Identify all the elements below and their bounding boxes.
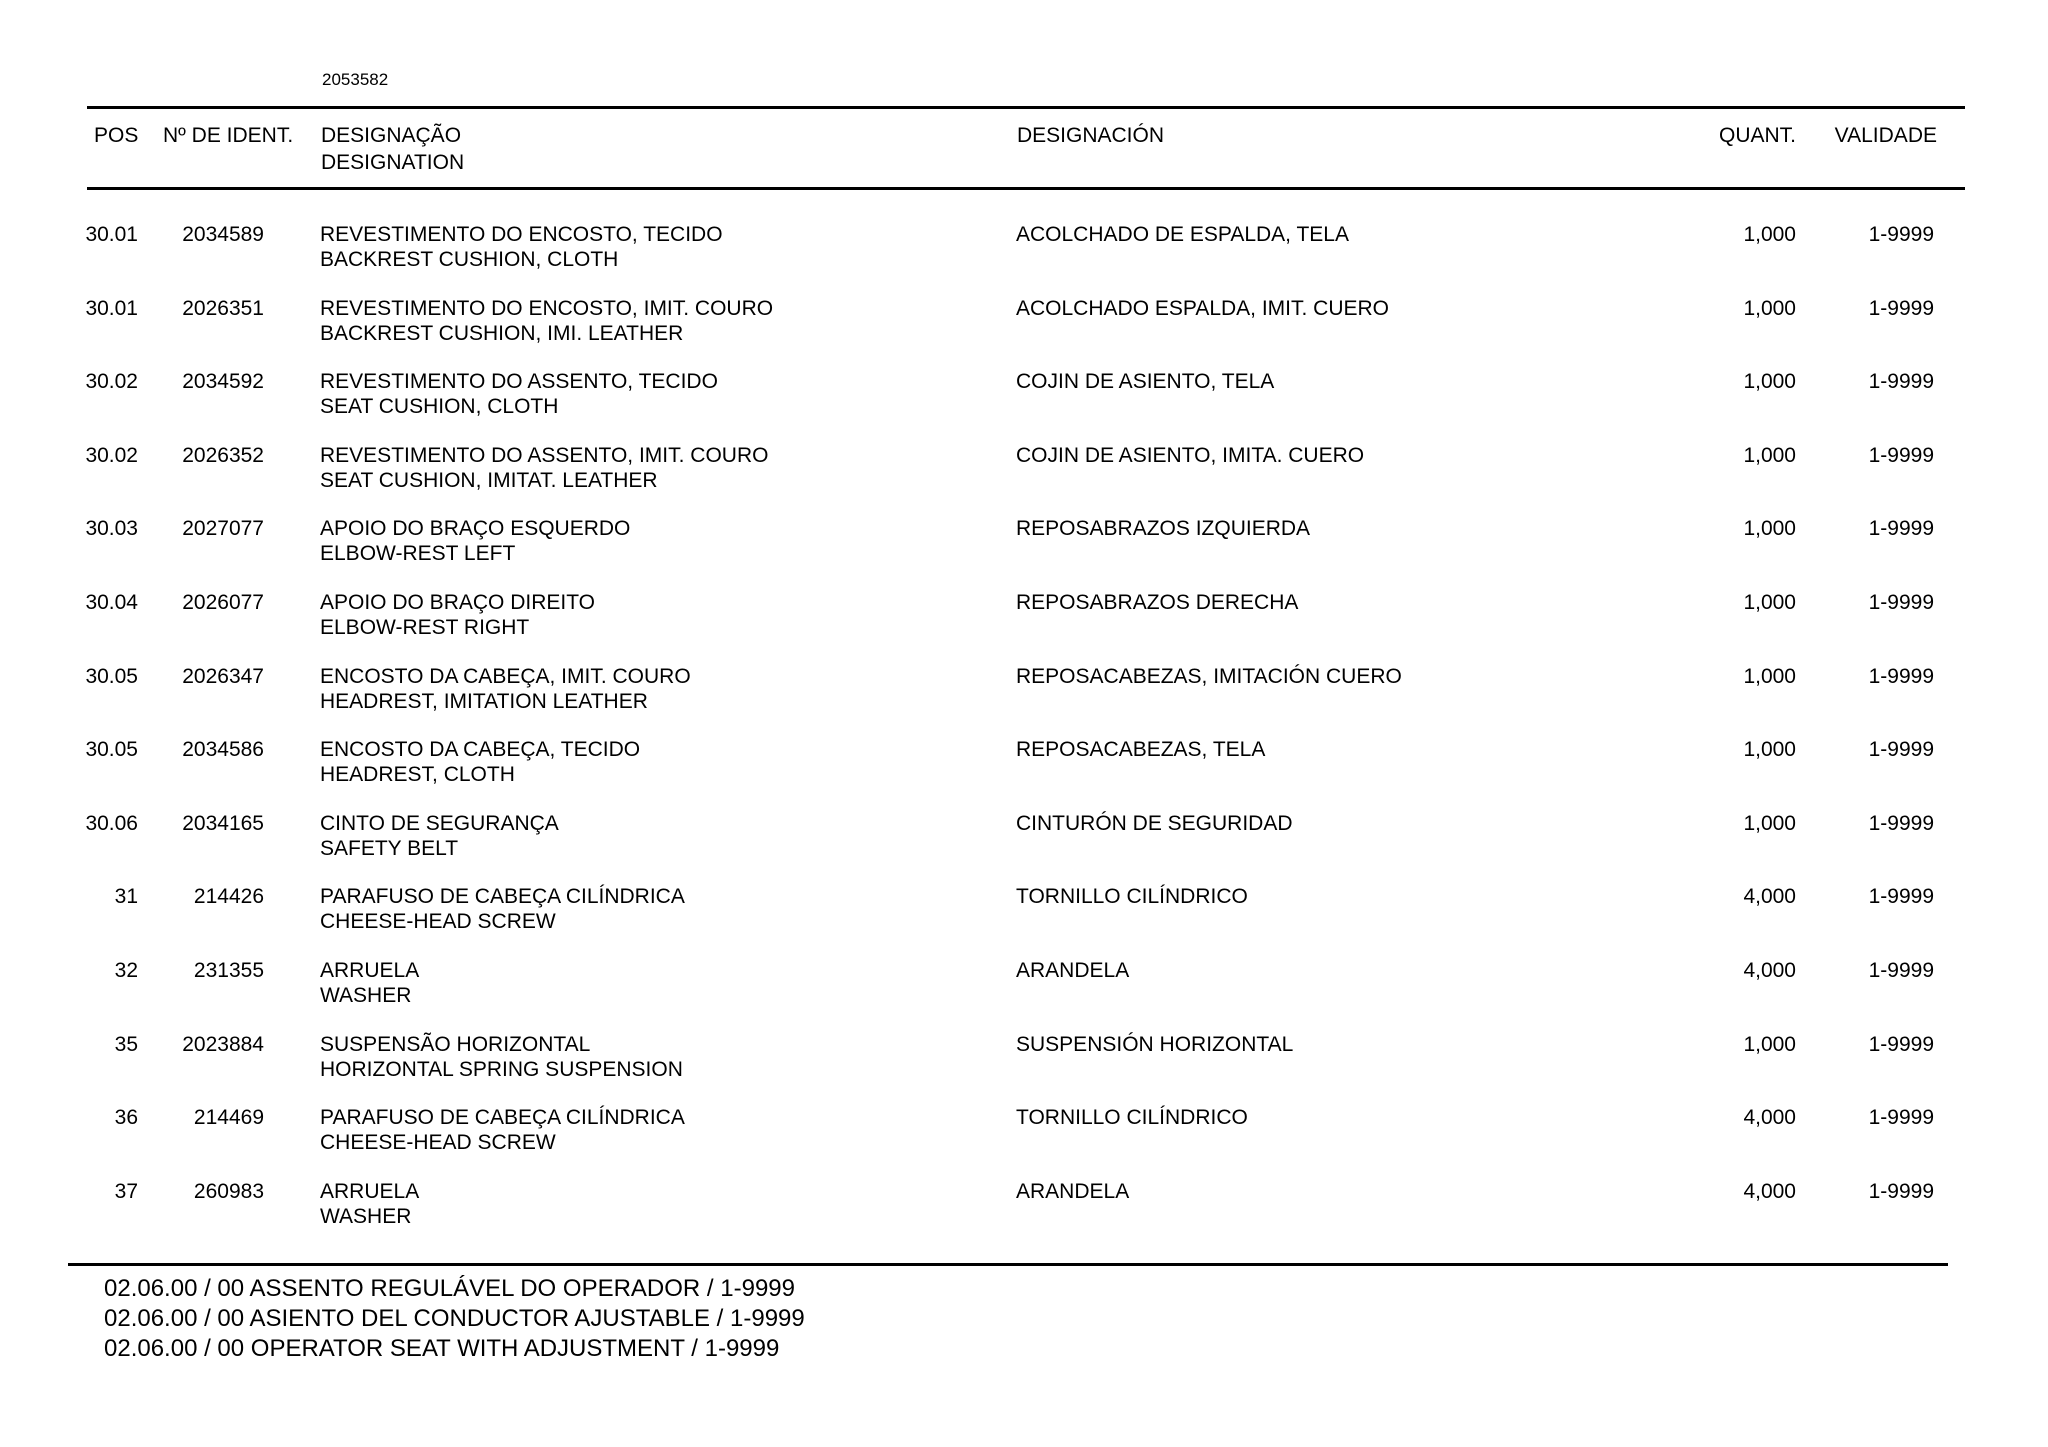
row-designation-en: HEADREST, CLOTH	[320, 763, 515, 787]
row-designation-en: HEADREST, IMITATION LEATHER	[320, 689, 648, 713]
row-quantity: 1,000	[1743, 1032, 1796, 1056]
document-id: 2053582	[322, 70, 389, 89]
row-designation-en: ELBOW-REST LEFT	[320, 542, 516, 566]
row-designation-es: ARANDELA	[1016, 1179, 1130, 1203]
row-designation	[320, 737, 640, 787]
row-designation-pt: REVESTIMENTO DO ASSENTO, TECIDO	[320, 370, 718, 394]
table-row	[0, 1179, 2048, 1253]
row-designation-pt: PARAFUSO DE CABEÇA CILÍNDRICA	[320, 885, 685, 909]
row-designation	[320, 516, 630, 566]
row-designation-es: REPOSACABEZAS, IMITACIÓN CUERO	[1016, 664, 1402, 688]
table-row	[0, 590, 2048, 664]
row-validity: 1-9999	[1868, 370, 1934, 394]
row-designation-es: SUSPENSIÓN HORIZONTAL	[1016, 1032, 1294, 1056]
table-row	[0, 664, 2048, 738]
row-designation-es: REPOSABRAZOS IZQUIERDA	[1016, 517, 1311, 541]
row-quantity: 1,000	[1743, 223, 1796, 246]
header-designation	[321, 122, 464, 176]
table-row	[0, 1105, 2048, 1179]
row-validity: 1-9999	[1868, 443, 1934, 467]
row-ident: 2026347	[182, 664, 264, 688]
row-designation	[320, 1105, 685, 1155]
row-designation-en: CHEESE-HEAD SCREW	[320, 1131, 556, 1155]
row-ident: 260983	[193, 1179, 264, 1203]
table-row	[0, 737, 2048, 811]
table-row	[0, 222, 2048, 296]
row-designation	[320, 369, 718, 419]
row-designation-pt: REVESTIMENTO DO ENCOSTO, IMIT. COURO	[320, 296, 774, 320]
row-designation	[320, 590, 595, 640]
header-designation-es: DESIGNACIÓN	[1017, 124, 1165, 147]
row-quantity: 4,000	[1743, 885, 1796, 909]
row-quantity: 4,000	[1743, 1106, 1796, 1130]
row-designation	[320, 1179, 419, 1229]
row-designation-pt: ENCOSTO DA CABEÇA, IMIT. COURO	[320, 664, 691, 688]
row-designation-es: TORNILLO CILÍNDRICO	[1016, 885, 1248, 909]
header-validity: VALIDADE	[1834, 124, 1937, 147]
row-designation-pt: ARRUELA	[320, 1179, 420, 1203]
row-pos: 30.01	[85, 223, 138, 246]
row-designation-en: SAFETY BELT	[320, 836, 459, 860]
row-designation-pt: ENCOSTO DA CABEÇA, TECIDO	[320, 738, 641, 762]
row-designation-pt: REVESTIMENTO DO ENCOSTO, TECIDO	[320, 223, 723, 246]
table-row	[0, 443, 2048, 517]
row-quantity: 1,000	[1743, 517, 1796, 541]
row-validity: 1-9999	[1868, 738, 1934, 762]
row-pos: 35	[114, 1032, 138, 1056]
row-ident: 214469	[193, 1106, 264, 1130]
table-row	[0, 1032, 2048, 1106]
row-designation	[320, 1032, 683, 1082]
row-ident: 2026077	[182, 590, 264, 614]
row-designation-es: ARANDELA	[1016, 958, 1130, 982]
row-designation-es: COJIN DE ASIENTO, IMITA. CUERO	[1016, 443, 1365, 467]
row-validity: 1-9999	[1868, 885, 1934, 909]
row-designation-es: REPOSACABEZAS, TELA	[1016, 738, 1266, 762]
row-validity: 1-9999	[1868, 1179, 1934, 1203]
row-designation	[320, 664, 691, 714]
row-designation-pt: REVESTIMENTO DO ASSENTO, IMIT. COURO	[320, 443, 769, 467]
row-validity: 1-9999	[1868, 223, 1934, 246]
row-pos: 30.03	[85, 517, 138, 541]
header-bottom-rule	[87, 187, 1965, 190]
row-pos: 30.04	[85, 590, 138, 614]
row-designation-es: TORNILLO CILÍNDRICO	[1016, 1106, 1248, 1130]
assembly-footer	[104, 1274, 805, 1364]
row-designation-es: ACOLCHADO DE ESPALDA, TELA	[1016, 223, 1349, 246]
row-designation-en: WASHER	[320, 983, 412, 1007]
row-quantity: 1,000	[1743, 296, 1796, 320]
header-pos: POS	[94, 124, 139, 147]
row-designation-en: HORIZONTAL SPRING SUSPENSION	[320, 1057, 683, 1081]
footer-line-es: 02.06.00 / 00 ASIENTO DEL CONDUCTOR AJUSTABLE / 1-9999	[104, 1305, 805, 1332]
row-ident: 2026351	[182, 296, 264, 320]
row-designation-en: BACKREST CUSHION, IMI. LEATHER	[320, 321, 684, 345]
row-designation-pt: APOIO DO BRAÇO ESQUERDO	[320, 517, 631, 541]
footer-line-en: 02.06.00 / 00 OPERATOR SEAT WITH ADJUSTMENT / 1-9999	[104, 1335, 780, 1362]
header-designation-pt: DESIGNAÇÃO	[321, 124, 462, 147]
row-ident: 231355	[193, 958, 264, 982]
row-quantity: 4,000	[1743, 1179, 1796, 1203]
row-pos: 30.06	[85, 811, 138, 835]
row-validity: 1-9999	[1868, 1032, 1934, 1056]
row-ident: 214426	[193, 885, 264, 909]
row-ident: 2023884	[182, 1032, 264, 1056]
row-pos: 31	[114, 885, 138, 909]
row-designation	[320, 958, 419, 1008]
footer-rule	[68, 1263, 1948, 1266]
row-ident: 2034586	[182, 738, 264, 762]
row-designation-en: SEAT CUSHION, IMITAT. LEATHER	[320, 468, 658, 492]
row-pos: 32	[114, 958, 138, 982]
table-row	[0, 369, 2048, 443]
row-designation	[320, 296, 773, 346]
header-quantity: QUANT.	[1718, 124, 1796, 147]
row-validity: 1-9999	[1868, 296, 1934, 320]
row-validity: 1-9999	[1868, 590, 1934, 614]
row-ident: 2027077	[182, 517, 264, 541]
row-quantity: 1,000	[1743, 370, 1796, 394]
row-quantity: 1,000	[1743, 811, 1796, 835]
row-pos: 30.05	[85, 664, 138, 688]
row-designation-es: REPOSABRAZOS DERECHA	[1016, 590, 1299, 614]
row-pos: 37	[114, 1179, 138, 1203]
row-designation-es: ACOLCHADO ESPALDA, IMIT. CUERO	[1016, 296, 1390, 320]
row-pos: 36	[114, 1106, 138, 1130]
row-designation-en: CHEESE-HEAD SCREW	[320, 910, 556, 934]
row-designation-es: COJIN DE ASIENTO, TELA	[1016, 370, 1275, 394]
row-designation	[320, 884, 685, 934]
row-designation-pt: PARAFUSO DE CABEÇA CILÍNDRICA	[320, 1106, 685, 1130]
row-quantity: 1,000	[1743, 443, 1796, 467]
row-ident: 2034592	[182, 370, 264, 394]
row-pos: 30.02	[85, 443, 138, 467]
row-designation-en: WASHER	[320, 1204, 412, 1228]
row-quantity: 1,000	[1743, 590, 1796, 614]
row-quantity: 1,000	[1743, 664, 1796, 688]
header-ident: Nº DE IDENT.	[163, 124, 294, 147]
row-pos: 30.05	[85, 738, 138, 762]
table-row	[0, 296, 2048, 370]
row-ident: 2034165	[182, 811, 264, 835]
row-validity: 1-9999	[1868, 517, 1934, 541]
row-ident: 2034589	[182, 223, 264, 246]
row-designation	[320, 811, 559, 861]
row-pos: 30.02	[85, 370, 138, 394]
row-quantity: 1,000	[1743, 738, 1796, 762]
row-ident: 2026352	[182, 443, 264, 467]
table-row	[0, 958, 2048, 1032]
parts-table-body	[0, 222, 2048, 1252]
header-designation-en: DESIGNATION	[321, 151, 465, 174]
row-designation	[320, 222, 723, 272]
footer-line-pt: 02.06.00 / 00 ASSENTO REGULÁVEL DO OPERADOR / 1-9999	[104, 1275, 795, 1302]
row-designation-en: ELBOW-REST RIGHT	[320, 615, 530, 639]
row-designation-en: SEAT CUSHION, CLOTH	[320, 395, 559, 419]
table-row	[0, 811, 2048, 885]
row-pos: 30.01	[85, 296, 138, 320]
row-designation-pt: CINTO DE SEGURANÇA	[320, 811, 559, 835]
row-quantity: 4,000	[1743, 958, 1796, 982]
row-validity: 1-9999	[1868, 958, 1934, 982]
row-designation-pt: SUSPENSÃO HORIZONTAL	[320, 1032, 591, 1056]
row-designation-pt: APOIO DO BRAÇO DIREITO	[320, 590, 595, 614]
table-row	[0, 884, 2048, 958]
header-top-rule	[87, 106, 1965, 109]
row-validity: 1-9999	[1868, 664, 1934, 688]
row-validity: 1-9999	[1868, 811, 1934, 835]
row-validity: 1-9999	[1868, 1106, 1934, 1130]
table-row	[0, 516, 2048, 590]
row-designation	[320, 443, 768, 493]
row-designation-en: BACKREST CUSHION, CLOTH	[320, 248, 619, 271]
row-designation-pt: ARRUELA	[320, 958, 420, 982]
row-designation-es: CINTURÓN DE SEGURIDAD	[1016, 811, 1293, 835]
